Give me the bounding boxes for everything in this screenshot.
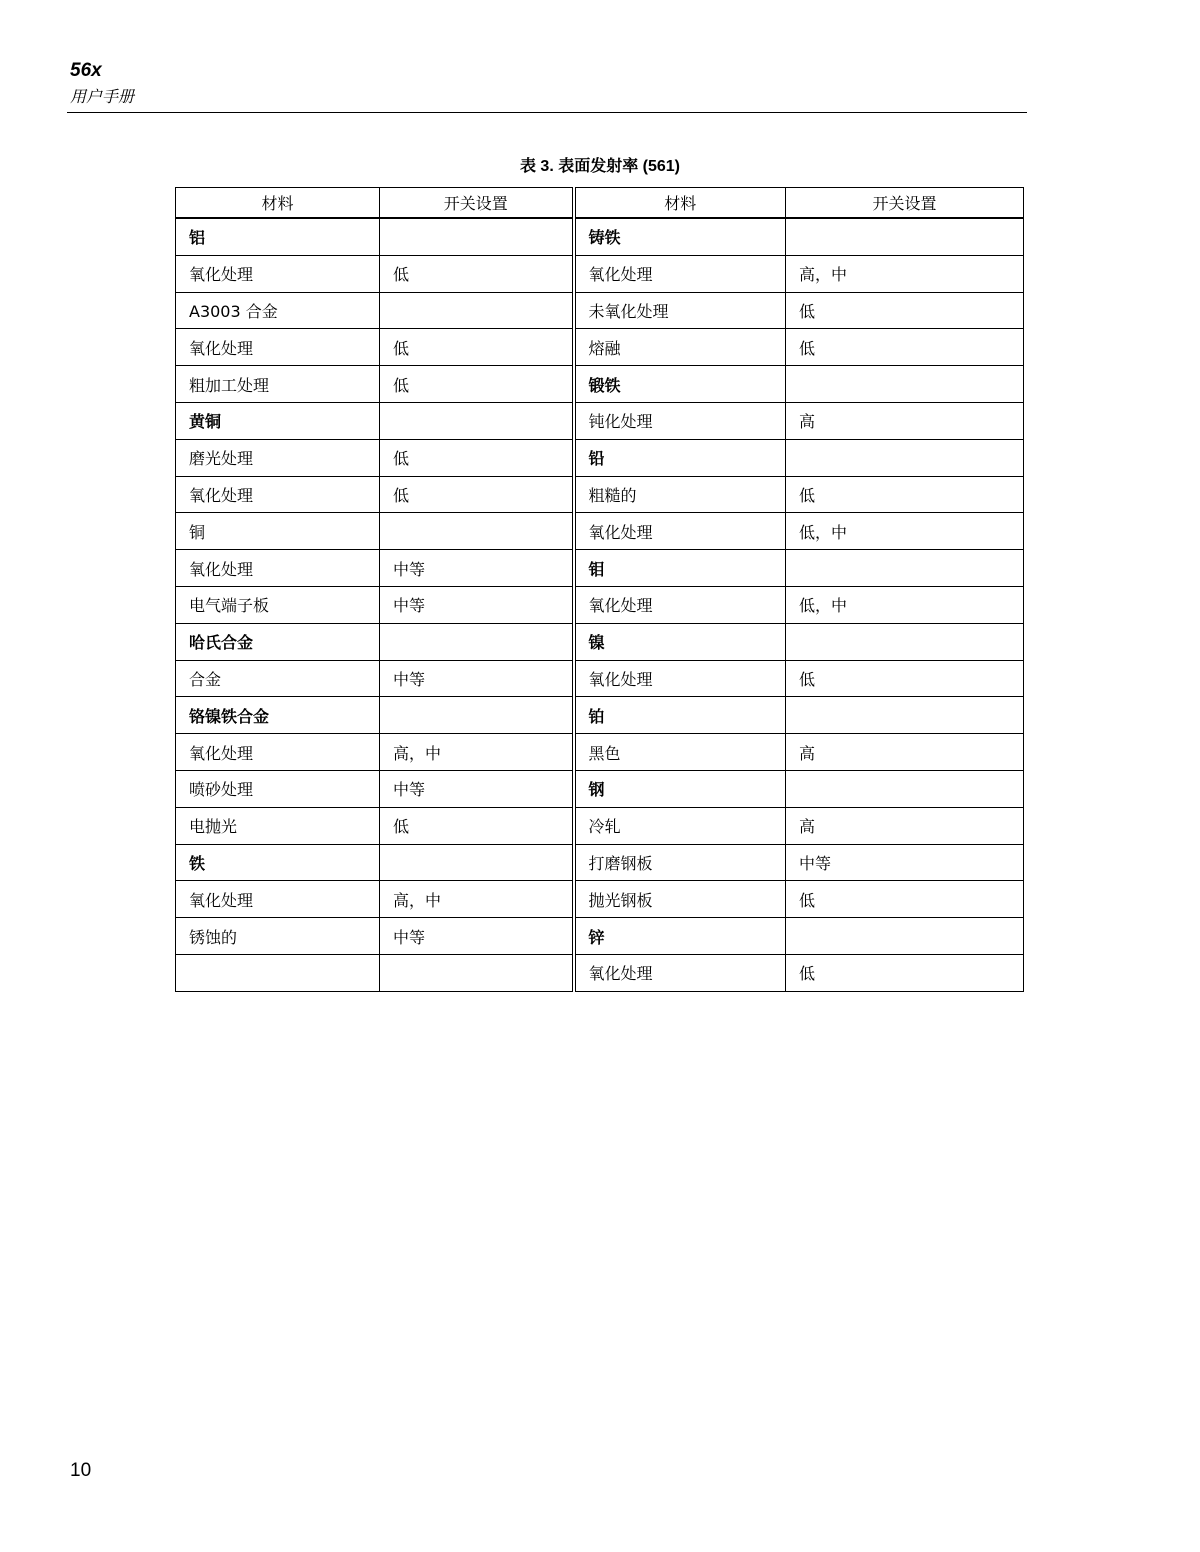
setting-right-cell: 高，中 xyxy=(786,255,1024,292)
table-row xyxy=(176,734,1024,771)
material-left-cell: 氧化处理 xyxy=(176,255,380,292)
material-right-cell: 铅 xyxy=(574,439,786,476)
table-row xyxy=(176,329,1024,366)
material-left-cell: 氧化处理 xyxy=(176,550,380,587)
material-left-cell: 铬镍铁合金 xyxy=(176,697,380,734)
table-row xyxy=(176,402,1024,439)
table-header-row xyxy=(176,188,1024,219)
material-right-cell: 氧化处理 xyxy=(574,954,786,991)
material-left-cell: 锈蚀的 xyxy=(176,918,380,955)
material-right-cell: 钝化处理 xyxy=(574,402,786,439)
table-row xyxy=(176,439,1024,476)
material-right-cell: 氧化处理 xyxy=(574,513,786,550)
document-subtitle: 用户手册 xyxy=(70,87,135,106)
setting-left-cell: 低 xyxy=(380,439,574,476)
setting-right-cell xyxy=(786,218,1024,255)
table-row xyxy=(176,623,1024,660)
table-row xyxy=(176,550,1024,587)
material-right-cell: 锌 xyxy=(574,918,786,955)
table-row xyxy=(176,660,1024,697)
setting-right-cell xyxy=(786,918,1024,955)
header-setting-left: 开关设置 xyxy=(380,188,574,219)
setting-right-cell: 低，中 xyxy=(786,586,1024,623)
material-right-cell: 氧化处理 xyxy=(574,660,786,697)
material-right-cell: 铂 xyxy=(574,697,786,734)
setting-left-cell xyxy=(380,513,574,550)
setting-right-cell: 中等 xyxy=(786,844,1024,881)
setting-left-cell: 中等 xyxy=(380,660,574,697)
setting-right-cell: 低 xyxy=(786,292,1024,329)
setting-left-cell xyxy=(380,218,574,255)
material-left-cell: 氧化处理 xyxy=(176,476,380,513)
material-left-cell: 氧化处理 xyxy=(176,329,380,366)
material-right-cell: 未氧化处理 xyxy=(574,292,786,329)
setting-right-cell xyxy=(786,697,1024,734)
table-row xyxy=(176,586,1024,623)
header-material-right: 材料 xyxy=(574,188,786,219)
material-left-cell: 粗加工处理 xyxy=(176,366,380,403)
material-right-cell: 锻铁 xyxy=(574,366,786,403)
table-caption: 表 3. 表面发射率 (561) xyxy=(519,158,681,175)
material-left-cell: 铝 xyxy=(176,218,380,255)
material-left-cell: 黄铜 xyxy=(176,402,380,439)
setting-right-cell: 低 xyxy=(786,660,1024,697)
setting-left-cell: 低 xyxy=(380,366,574,403)
setting-right-cell: 高 xyxy=(786,402,1024,439)
material-left-cell xyxy=(176,954,380,991)
setting-right-cell: 低 xyxy=(786,881,1024,918)
setting-left-cell: 中等 xyxy=(380,770,574,807)
setting-right-cell: 低 xyxy=(786,329,1024,366)
setting-left-cell xyxy=(380,954,574,991)
material-right-cell: 铸铁 xyxy=(574,218,786,255)
table-row xyxy=(176,366,1024,403)
setting-left-cell xyxy=(380,697,574,734)
material-left-cell: 喷砂处理 xyxy=(176,770,380,807)
table-row xyxy=(176,476,1024,513)
setting-left-cell xyxy=(380,292,574,329)
setting-right-cell xyxy=(786,623,1024,660)
material-right-cell: 氧化处理 xyxy=(574,586,786,623)
material-right-cell: 打磨钢板 xyxy=(574,844,786,881)
setting-left-cell: 低 xyxy=(380,807,574,844)
setting-left-cell xyxy=(380,844,574,881)
setting-left-cell: 低 xyxy=(380,255,574,292)
setting-right-cell: 低，中 xyxy=(786,513,1024,550)
material-right-cell: 粗糙的 xyxy=(574,476,786,513)
table-row xyxy=(176,255,1024,292)
setting-right-cell xyxy=(786,550,1024,587)
material-left-cell: 氧化处理 xyxy=(176,734,380,771)
material-right-cell: 冷轧 xyxy=(574,807,786,844)
table-row xyxy=(176,770,1024,807)
table-row xyxy=(176,292,1024,329)
material-left-cell: 电抛光 xyxy=(176,807,380,844)
table-row xyxy=(176,881,1024,918)
material-left-cell: 氧化处理 xyxy=(176,881,380,918)
material-left-cell: 铜 xyxy=(176,513,380,550)
setting-left-cell: 中等 xyxy=(380,586,574,623)
table-body xyxy=(176,218,1024,991)
table-row xyxy=(176,954,1024,991)
page-number: 10 xyxy=(70,1460,92,1481)
material-right-cell: 钢 xyxy=(574,770,786,807)
header-rule xyxy=(67,112,1027,113)
setting-left-cell: 高，中 xyxy=(380,734,574,771)
material-left-cell: A3003 合金 xyxy=(176,292,380,329)
material-left-cell: 铁 xyxy=(176,844,380,881)
table-row xyxy=(176,918,1024,955)
setting-left-cell: 低 xyxy=(380,476,574,513)
material-right-cell: 钼 xyxy=(574,550,786,587)
setting-left-cell xyxy=(380,402,574,439)
setting-right-cell xyxy=(786,366,1024,403)
material-right-cell: 熔融 xyxy=(574,329,786,366)
setting-right-cell xyxy=(786,439,1024,476)
setting-right-cell: 高 xyxy=(786,734,1024,771)
setting-right-cell: 低 xyxy=(786,954,1024,991)
setting-right-cell xyxy=(786,770,1024,807)
table-row xyxy=(176,513,1024,550)
setting-left-cell: 中等 xyxy=(380,550,574,587)
setting-left-cell: 低 xyxy=(380,329,574,366)
setting-right-cell: 高 xyxy=(786,807,1024,844)
setting-left-cell: 中等 xyxy=(380,918,574,955)
header-setting-right: 开关设置 xyxy=(786,188,1024,219)
table-row xyxy=(176,218,1024,255)
header-material-left: 材料 xyxy=(176,188,380,219)
material-right-cell: 氧化处理 xyxy=(574,255,786,292)
document-model: 56x xyxy=(70,60,102,81)
table-row xyxy=(176,697,1024,734)
setting-left-cell: 高，中 xyxy=(380,881,574,918)
material-left-cell: 哈氏合金 xyxy=(176,623,380,660)
material-left-cell: 合金 xyxy=(176,660,380,697)
material-left-cell: 电气端子板 xyxy=(176,586,380,623)
table-row xyxy=(176,807,1024,844)
material-left-cell: 磨光处理 xyxy=(176,439,380,476)
table-row xyxy=(176,844,1024,881)
setting-right-cell: 低 xyxy=(786,476,1024,513)
material-right-cell: 镍 xyxy=(574,623,786,660)
setting-left-cell xyxy=(380,623,574,660)
material-right-cell: 抛光钢板 xyxy=(574,881,786,918)
emissivity-table xyxy=(175,187,1024,992)
material-right-cell: 黑色 xyxy=(574,734,786,771)
